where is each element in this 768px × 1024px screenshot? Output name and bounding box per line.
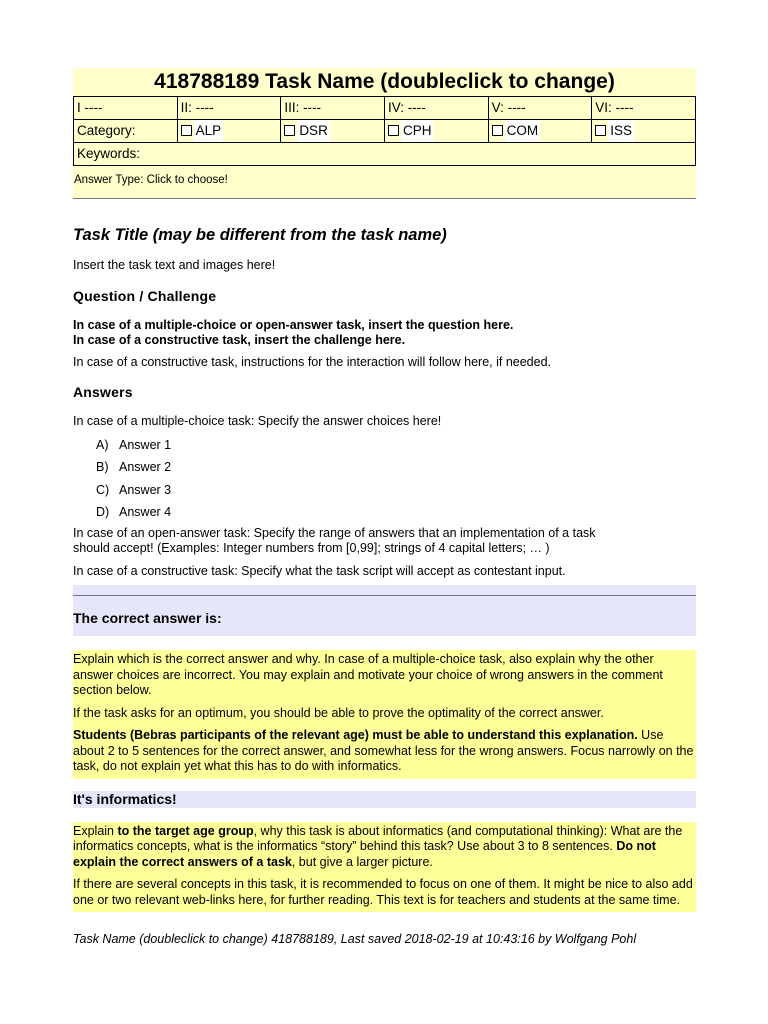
checkbox-icon[interactable] (181, 125, 192, 136)
question-bold-line-2: In case of a constructive task, insert the challenge here. (73, 333, 406, 347)
task-name-title[interactable]: 418788189 Task Name (doubleclick to change) (154, 70, 615, 93)
category-cph[interactable]: CPH (384, 120, 488, 143)
correct-answer-heading: The correct answer is: (73, 610, 222, 626)
informatics-paragraph-1: Explain to the target age group, why this task is about informatics (and computational thinking): What are the informatics concepts, what is the informatics “story” behind this task? Use about 3 to 8 sentences. Do not explain the correct answers of a task, but give a larger picture. (73, 823, 683, 869)
correct-answer-paragraph-2: If the task asks for an optimum, you should be able to prove the optimality of the correct answer. (73, 705, 604, 720)
answer-list (73, 434, 696, 524)
category-row (74, 120, 696, 143)
list-item: D) Answer 4 (96, 505, 172, 519)
level-vi[interactable]: VI: ---- (592, 97, 696, 120)
metadata-table (73, 96, 696, 166)
open-answer-text: In case of an open-answer task: Specify the range of answers that an implementation of a task should accept! (Examples: Integer numbers from [0,99]; strings of 4 capital letters; … ) (73, 525, 596, 555)
correct-answer-paragraph-1: Explain which is the correct answer and why. In case of a multiple-choice task, also explain why the other answer choices are incorrect. You may explain and motivate your choice of wrong answers in the comment section below. (73, 652, 663, 697)
keywords-row (74, 143, 696, 166)
level-iii[interactable]: III: ---- (281, 97, 385, 120)
correct-answer-explanation (73, 650, 696, 779)
informatics-heading: It's informatics! (73, 791, 696, 808)
list-item: B) Answer 2 (96, 460, 172, 474)
age-level-row (74, 97, 696, 120)
answers-intro: In case of a multiple-choice task: Specify the answer choices here! (73, 414, 442, 428)
category-alp[interactable]: ALP (177, 120, 281, 143)
question-bold-line-1: In case of a multiple-choice or open-answer task, insert the question here. (73, 317, 514, 332)
informatics-explanation (73, 822, 696, 913)
level-i[interactable]: I ---- (74, 97, 178, 120)
correct-answer-section-header (73, 585, 696, 636)
category-label: Category: (74, 120, 178, 143)
category-dsr[interactable]: DSR (281, 120, 385, 143)
category-iss[interactable]: ISS (592, 120, 696, 143)
level-iv[interactable]: IV: ---- (384, 97, 488, 120)
document-footer: Task Name (doubleclick to change) 418788189, Last saved 2018-02-19 at 10:43:16 by Wolfgang Pohl (73, 932, 637, 946)
task-document (73, 68, 696, 946)
constructive-answer-text: In case of a constructive task: Specify what the task script will accept as contestant input. (73, 563, 566, 578)
level-ii[interactable]: II: ---- (177, 97, 281, 120)
checkbox-icon[interactable] (388, 125, 399, 136)
task-intro-text: Insert the task text and images here! (73, 258, 276, 272)
checkbox-icon[interactable] (492, 125, 503, 136)
checkbox-icon[interactable] (595, 125, 606, 136)
correct-answer-paragraph-3: Students (Bebras participants of the relevant age) must be able to understand this explanation. Use about 2 to 5 sentences for the correct answer, and somewhat less for the wrong answers. Focus narrowly on the task, do not explain yet what this has to do with informatics. (73, 728, 694, 773)
task-title: Task Title (may be different from the task name) (73, 226, 447, 244)
level-v[interactable]: V: ---- (488, 97, 592, 120)
informatics-paragraph-2: If there are several concepts in this task, it is recommended to focus on one of them. It might be nice to also add one or two relevant web-links here, for further reading. This text is for teachers and students at the same time. (73, 877, 693, 907)
list-item: A) Answer 1 (96, 437, 172, 452)
question-heading: Question / Challenge (73, 287, 217, 304)
question-instructions: In case of a constructive task, instructions for the interaction will follow here, if needed. (73, 354, 552, 369)
section-divider (73, 585, 696, 596)
category-com[interactable]: COM (488, 120, 592, 143)
list-item: C) Answer 3 (96, 482, 172, 497)
checkbox-icon[interactable] (284, 125, 295, 136)
answers-heading: Answers (73, 384, 133, 400)
task-header (73, 68, 696, 199)
answer-type-selector[interactable]: Answer Type: Click to choose! (73, 166, 696, 199)
keywords-field[interactable]: Keywords: (74, 143, 696, 166)
